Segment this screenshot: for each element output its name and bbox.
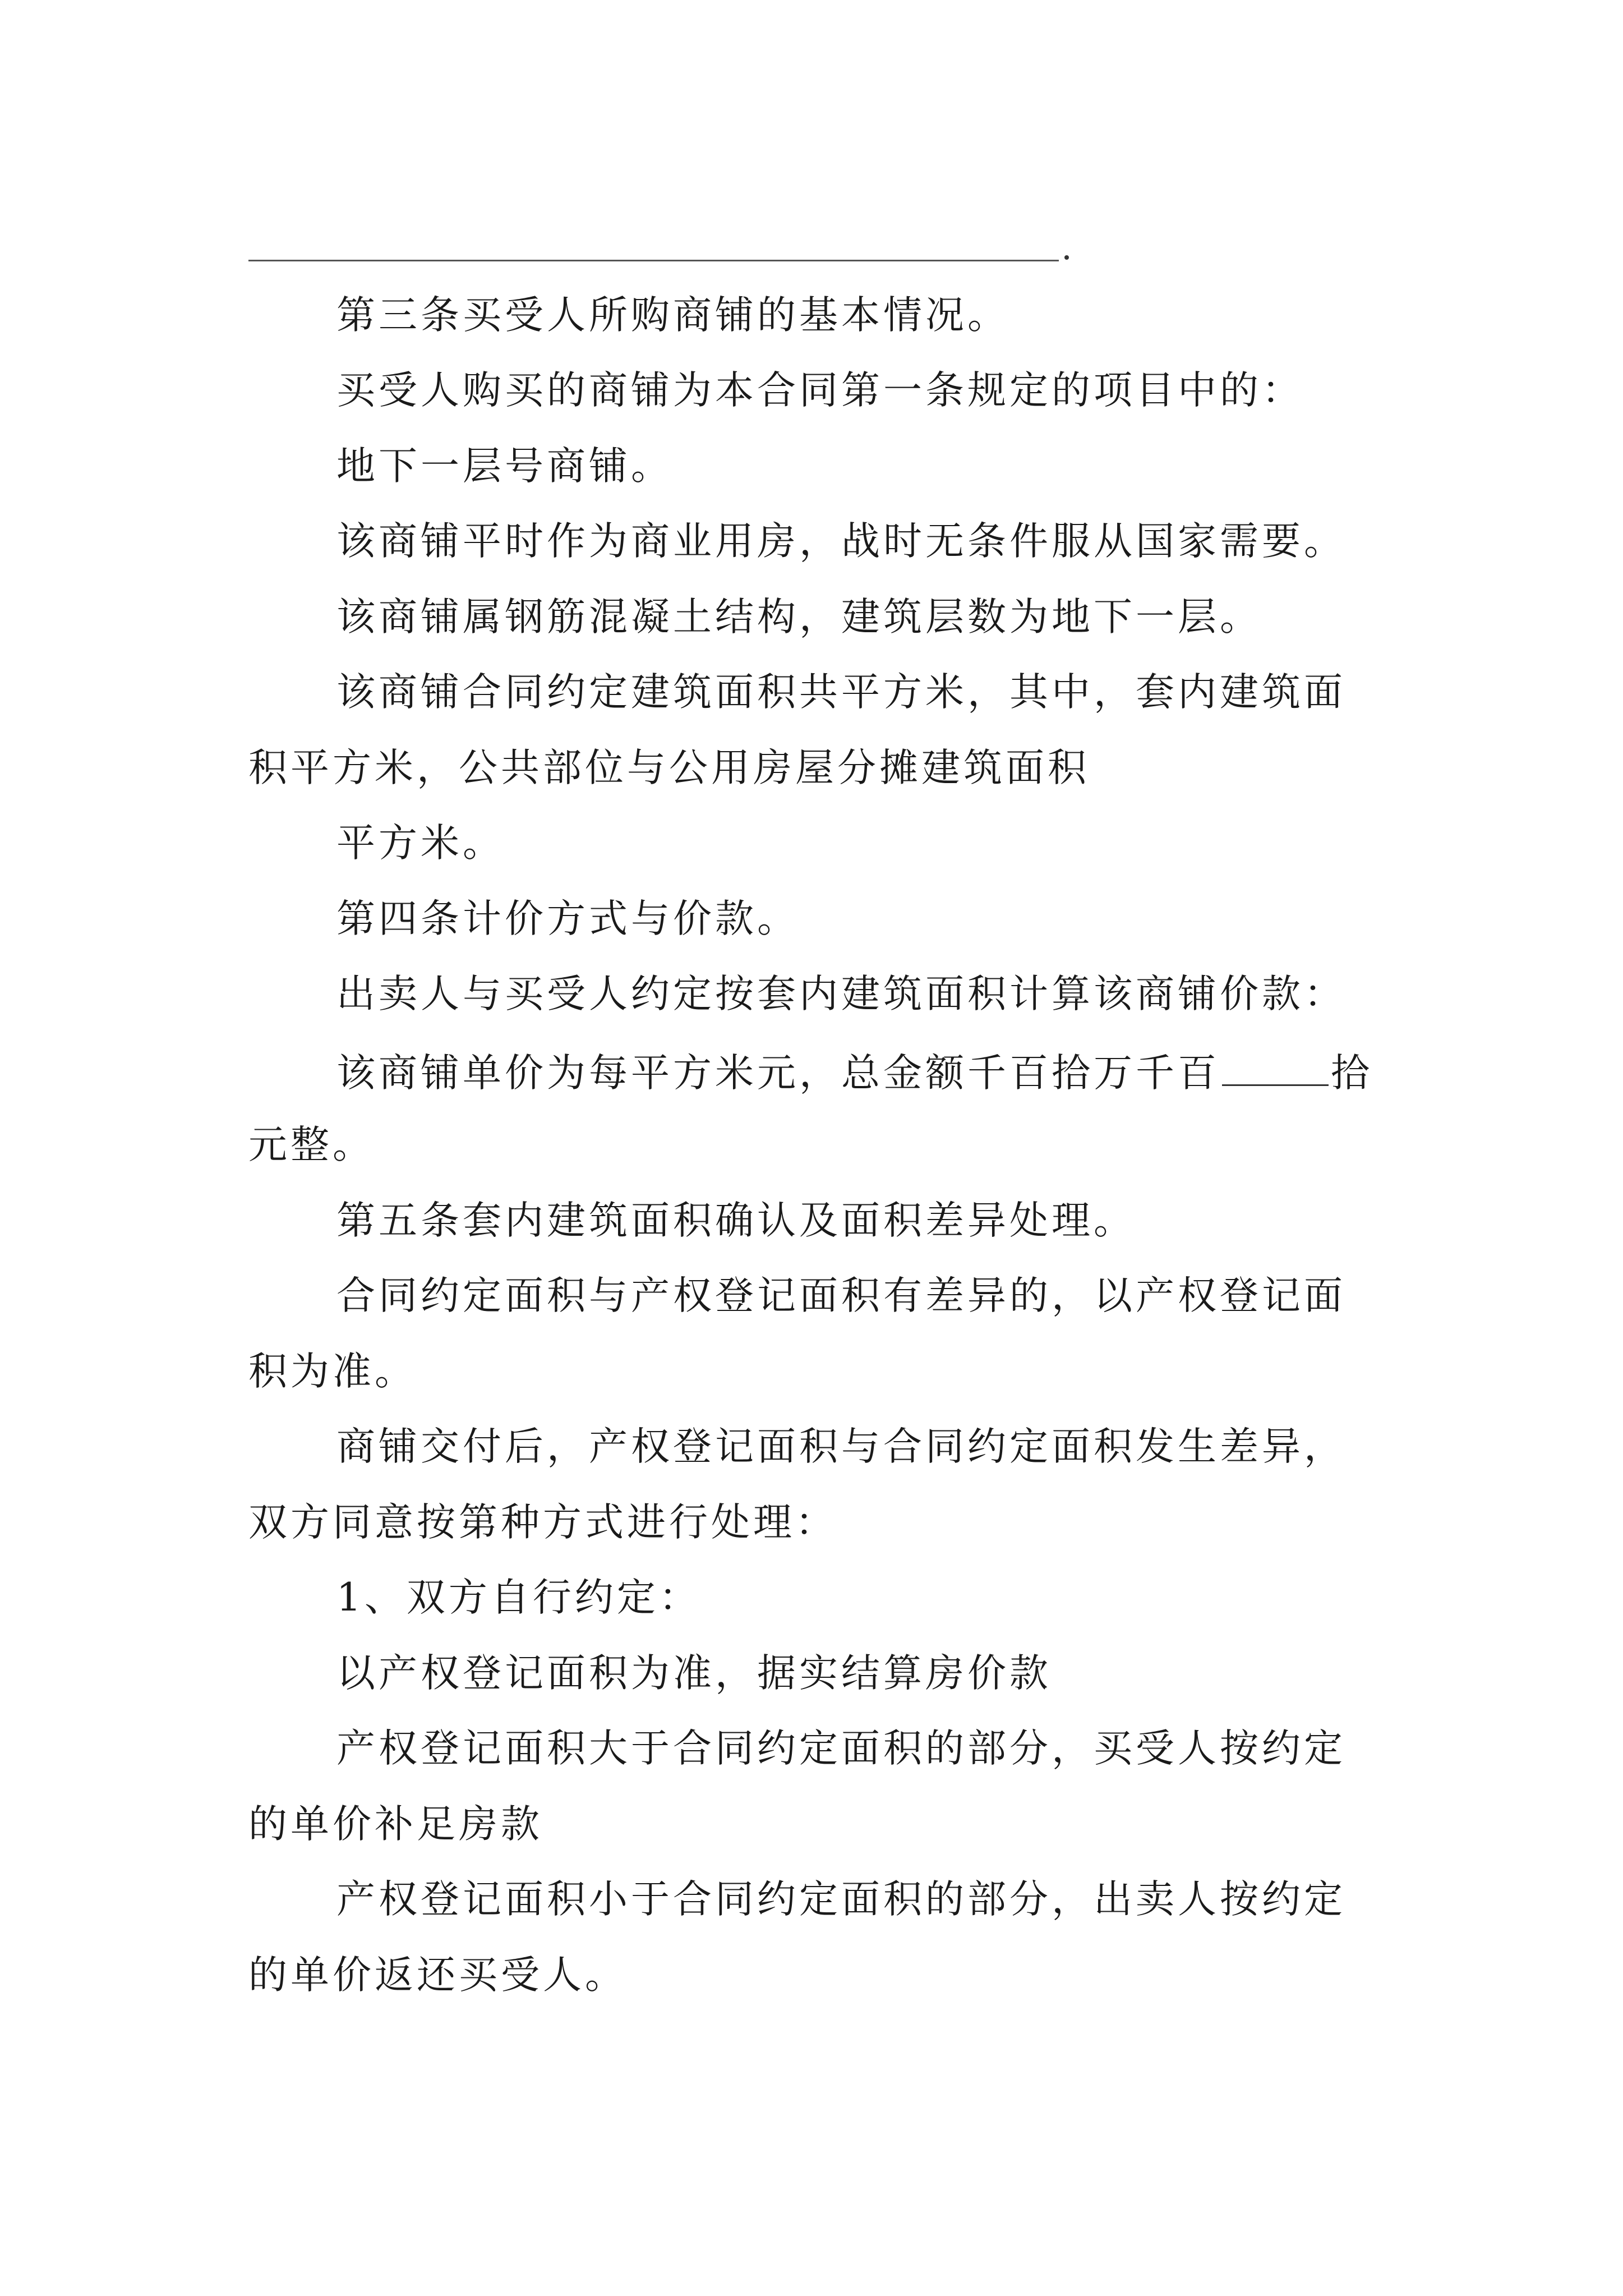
fill-in-underline [248,260,1059,261]
paragraph-line: 产权登记面积大于合同约定面积的部分，买受人按约定 [336,1726,1346,1771]
paragraph-line: 该商铺平时作为商业用房，战时无条件服从国家需要。 [336,519,1346,564]
paragraph-line: 双方同意按第种方式进行处理： [248,1500,837,1545]
paragraph-line: 元整。 [248,1122,375,1167]
paragraph-line: 该商铺属钢筋混凝土结构，建筑层数为地下一层。 [336,595,1262,639]
paragraph-line: 合同约定面积与产权登记面积有差异的，以产权登记面 [336,1273,1346,1318]
price-line [336,1051,1373,1096]
price-text-end: 拾 [1331,1051,1373,1096]
paragraph-line: 商铺交付后，产权登记面积与合同约定面积发生差异， [336,1424,1346,1469]
paragraph-line: 买受人购买的商铺为本合同第一条规定的项目中的： [336,368,1304,413]
list-item: 1、双方自行约定： [336,1575,701,1620]
article-3-heading: 第三条买受人所购商铺的基本情况。 [336,293,1009,338]
article-4-heading: 第四条计价方式与价款。 [336,896,799,941]
paragraph-line: 的单价返还买受人。 [248,1953,627,1998]
article-5-heading: 第五条套内建筑面积确认及面积差异处理。 [336,1198,1136,1243]
paragraph-line: 以产权登记面积为准，据实结算房价款 [336,1651,1052,1696]
paragraph-line: 积平方米，公共部位与公用房屋分摊建筑面积 [248,746,1090,790]
paragraph-line: 积为准。 [248,1349,417,1394]
price-text: 该商铺单价为每平方米元，总金额千百拾万千百 [336,1051,1220,1096]
paragraph-line: 的单价补足房款 [248,1802,543,1847]
paragraph-line: 平方米。 [336,821,505,866]
paragraph-line: 产权登记面积小于合同约定面积的部分，出卖人按约定 [336,1877,1346,1922]
paragraph-line: 地下一层号商铺。 [336,444,673,489]
top-period [1064,255,1069,260]
paragraph-line: 该商铺合同约定建筑面积共平方米，其中，套内建筑面 [336,670,1346,715]
paragraph-line: 出卖人与买受人约定按套内建筑面积计算该商铺价款： [336,972,1346,1016]
fill-in-blank [1222,1051,1329,1086]
